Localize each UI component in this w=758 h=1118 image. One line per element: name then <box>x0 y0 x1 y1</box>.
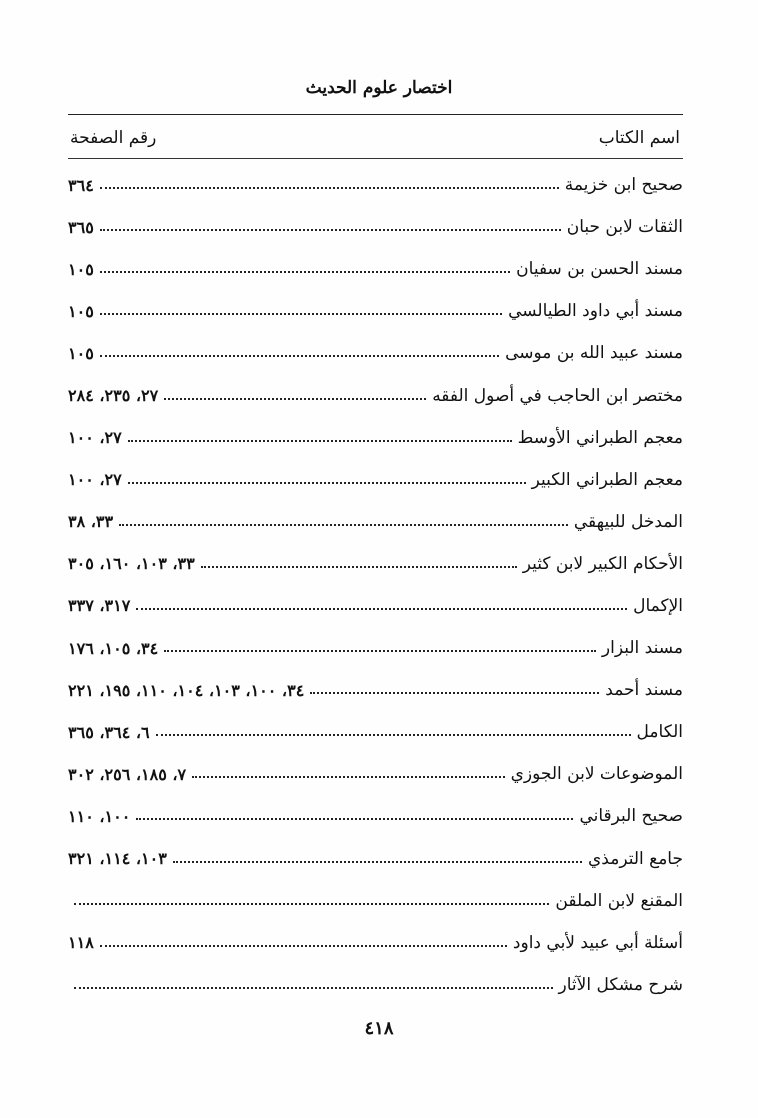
index-entry <box>68 248 683 290</box>
index-entry <box>68 838 683 880</box>
entry-pages: ٧، ١٨٥، ٢٥٦، ٣٠٢ <box>68 764 187 784</box>
index-entry <box>68 543 683 585</box>
index-list <box>68 164 683 1006</box>
dot-leader <box>128 440 512 442</box>
index-entry <box>68 795 683 837</box>
dot-leader <box>74 987 553 989</box>
index-entry <box>68 374 683 416</box>
dot-leader <box>100 187 559 189</box>
entry-pages: ٢٧، ١٠٠ <box>68 428 122 448</box>
header-divider <box>68 114 683 115</box>
index-entry <box>68 964 683 1006</box>
entry-pages: ١١٨ <box>68 933 94 953</box>
page-header-title: اختصار علوم الحديث <box>305 78 453 98</box>
entry-title: معجم الطبراني الكبير <box>531 469 683 490</box>
dot-leader <box>173 861 582 863</box>
entry-pages: ١٠٥ <box>68 259 94 279</box>
entry-title: مسند أحمد <box>605 680 683 701</box>
dot-leader <box>100 945 507 947</box>
entry-pages: ٣١٧، ٣٣٧ <box>68 596 131 616</box>
index-entry <box>68 164 683 206</box>
dot-leader <box>100 271 510 273</box>
entry-title: الثقات لابن حبان <box>566 217 683 238</box>
entry-title: صحيح البرقاني <box>579 806 683 827</box>
entry-title: الأحكام الكبير لابن كثير <box>522 553 683 574</box>
entry-pages: ١٠٣، ١١٤، ٣٢١ <box>68 849 167 869</box>
entry-title: المدخل للبيهقي <box>573 511 683 532</box>
dot-leader <box>164 398 426 400</box>
dot-leader <box>310 692 599 694</box>
entry-title: الإكمال <box>633 595 683 616</box>
page-number: ٤١٨ <box>364 1018 394 1039</box>
entry-title: مسند الحسن بن سفيان <box>516 259 683 280</box>
entry-pages: ٢٧، ٢٣٥، ٢٨٤ <box>68 386 159 406</box>
entry-title: صحيح ابن خزيمة <box>564 175 683 196</box>
entry-title: الكامل <box>636 722 683 743</box>
dot-leader <box>100 355 499 357</box>
dot-leader <box>119 524 568 526</box>
index-entry <box>68 922 683 964</box>
column-header-divider <box>68 158 683 159</box>
dot-leader <box>192 776 504 778</box>
index-entry <box>68 332 683 374</box>
index-entry <box>68 880 683 922</box>
entry-pages: ١٠٠، ١١٠ <box>68 806 131 826</box>
entry-title: معجم الطبراني الأوسط <box>517 427 683 448</box>
entry-title: أسئلة أبي عبيد لأبي داود <box>512 932 683 953</box>
entry-title: جامع الترمذي <box>588 848 683 869</box>
index-entry <box>68 585 683 627</box>
column-header-page-number: رقم الصفحة <box>70 128 157 148</box>
index-entry <box>68 669 683 711</box>
index-entry <box>68 206 683 248</box>
index-entry <box>68 711 683 753</box>
entry-pages: ١٠٥ <box>68 301 94 321</box>
index-entry <box>68 753 683 795</box>
entry-pages: ٣٣، ٣٨ <box>68 512 114 532</box>
entry-title: الموضوعات لابن الجوزي <box>510 764 683 785</box>
entry-title: مسند أبي داود الطيالسي <box>508 301 683 322</box>
entry-pages: ٣٦٤ <box>68 175 94 195</box>
entry-title: مختصر ابن الحاجب في أصول الفقه <box>432 385 683 406</box>
entry-pages: ٣٦٥ <box>68 217 94 237</box>
dot-leader <box>100 229 561 231</box>
dot-leader <box>156 734 631 736</box>
entry-pages: ٢٧، ١٠٠ <box>68 470 122 490</box>
entry-pages: ١٠٥ <box>68 343 94 363</box>
dot-leader <box>100 313 502 315</box>
entry-title: مسند البزار <box>601 638 683 659</box>
entry-title: المقنع لابن الملقن <box>555 890 683 911</box>
entry-pages: ٦، ٣٦٤، ٣٦٥ <box>68 722 150 742</box>
entry-title: شرح مشكل الآثار <box>558 974 683 995</box>
index-entry <box>68 627 683 669</box>
dot-leader <box>164 650 596 652</box>
entry-title: مسند عبيد الله بن موسى <box>505 343 683 364</box>
index-entry <box>68 459 683 501</box>
index-entry <box>68 290 683 332</box>
entry-pages: ٣٤، ١٠٠، ١٠٣، ١٠٤، ١١٠، ١٩٥، ٢٢١ <box>68 680 305 700</box>
index-entry <box>68 417 683 459</box>
dot-leader <box>201 566 517 568</box>
entry-pages: ٣٤، ١٠٥، ١٧٦ <box>68 638 159 658</box>
index-entry <box>68 501 683 543</box>
entry-pages: ٣٣، ١٠٣، ١٦٠، ٣٠٥ <box>68 554 195 574</box>
dot-leader <box>128 482 526 484</box>
dot-leader <box>74 903 549 905</box>
dot-leader <box>136 818 573 820</box>
dot-leader <box>136 608 627 610</box>
column-header-book-name: اسم الكتاب <box>598 128 680 148</box>
